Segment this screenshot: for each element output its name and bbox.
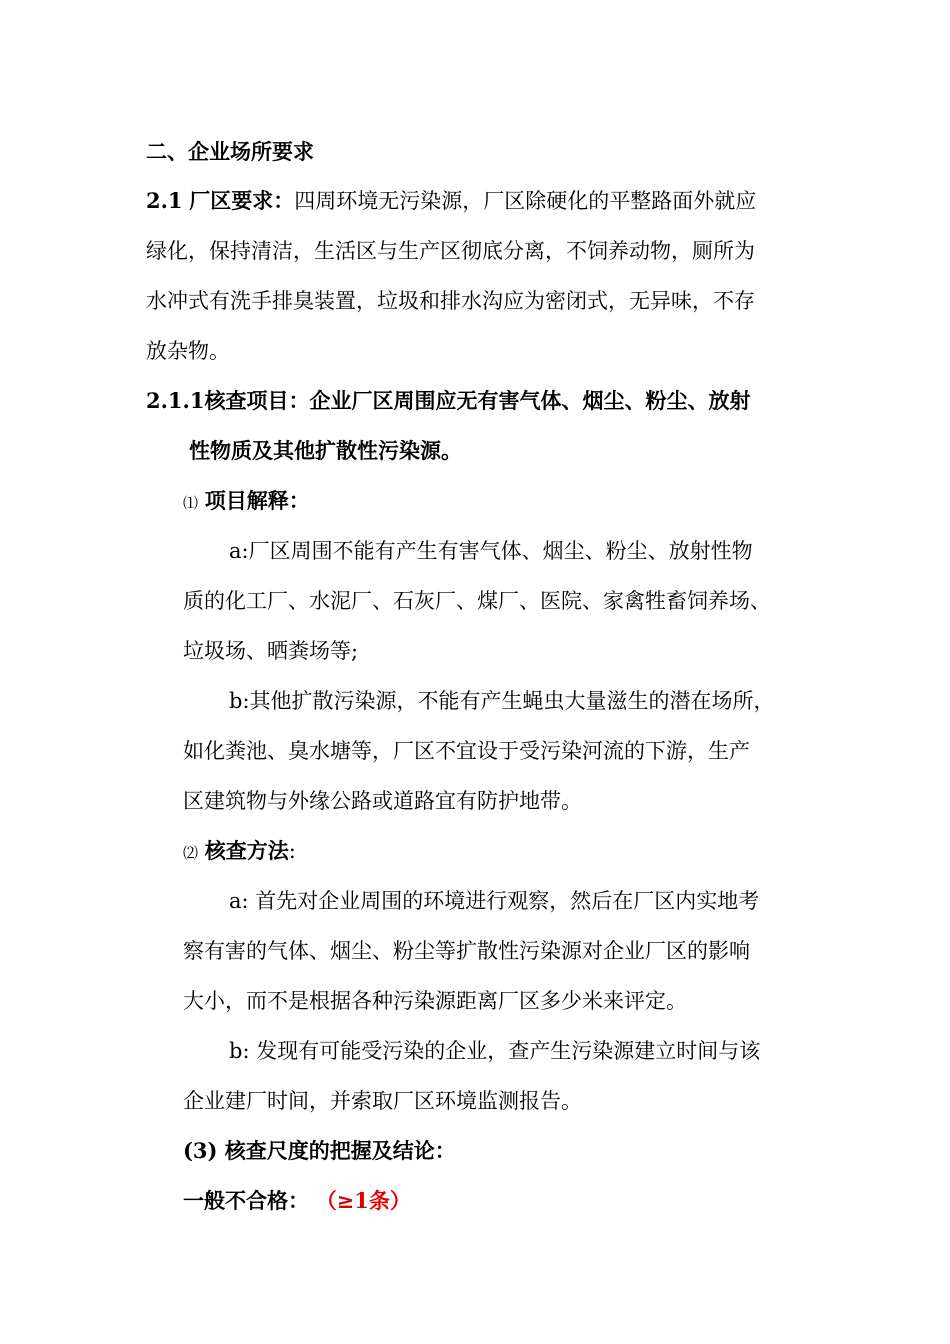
item1-b-line3: 区建筑物与外缘公路或道路宜有防护地带。 [183,789,582,813]
item2-a-line3: 大小，而不是根据各种污染源距离厂区多少米来评定。 [183,989,687,1013]
check-item-heading-line1: 2.1.1核查项目：企业厂区周围应无有害气体、烟尘、粉尘、放射 [146,388,751,413]
item1-number: ⑴ [183,494,199,512]
section-title: 二、企业场所要求 [146,139,314,164]
item2-title: 核查方法 [204,838,289,863]
item1-b-line1: b:其他扩散污染源，不能有产生蝇虫大量滋生的潜在场所， [229,689,775,713]
paragraph-2-1-line4: 放杂物。 [146,339,230,363]
conclusion-line [183,1186,411,1216]
item3-heading: (3) 核查尺度的把握及结论： [183,1138,456,1163]
item1-a-line1: a:厂区周围不能有产生有害气体、烟尘、粉尘、放射性物 [229,539,753,563]
item2-heading [183,836,296,866]
item1-b-line2: 如化粪池、臭水塘等，厂区不宜设于受污染河流的下游，生产 [183,739,750,763]
item1-heading [183,486,310,516]
paragraph-2-1-line1 [146,186,756,216]
section-label: 厂区要求： [189,188,295,213]
conclusion-label: 一般不合格： [183,1188,309,1213]
item2-number: ⑵ [183,844,199,862]
section-number: 2.1 [146,188,183,213]
item2-b-line2: 企业建厂时间，并索取厂区环境监测报告。 [183,1089,582,1113]
section-text: 四周环境无污染源，厂区除硬化的平整路面外就应 [294,189,757,213]
item1-a-line2: 质的化工厂、水泥厂、石灰厂、煤厂、医院、家禽牲畜饲养场、 [183,589,771,613]
paragraph-2-1-line3: 水冲式有洗手排臭装置，垃圾和排水沟应为密闭式，无异味，不存 [146,289,755,313]
conclusion-value: （≥1条） [315,1188,411,1213]
check-item-heading-line2: 性物质及其他扩散性污染源。 [189,438,462,463]
item1-a-line3: 垃圾场、晒粪场等; [183,639,359,663]
item2-colon: : [288,839,296,863]
item2-a-line2: 察有害的气体、烟尘、粉尘等扩散性污染源对企业厂区的影响 [183,939,750,963]
paragraph-2-1-line2: 绿化，保持清洁，生活区与生产区彻底分离，不饲养动物，厕所为 [146,239,755,263]
item1-title: 项目解释： [204,488,310,513]
item2-a-line1: a: 首先对企业周围的环境进行观察，然后在厂区内实地考 [229,889,760,913]
item2-b-line1: b: 发现有可能受污染的企业，查产生污染源建立时间与该 [229,1039,761,1063]
